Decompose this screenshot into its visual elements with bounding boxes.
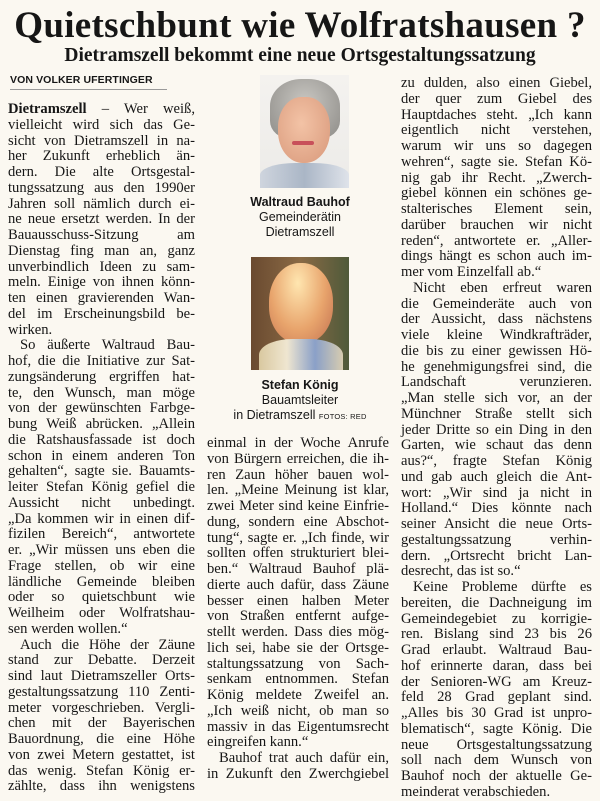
article-line xyxy=(401,659,592,675)
line-text: ländliche Gemeinde bleiben xyxy=(8,573,195,590)
article-line xyxy=(8,401,195,417)
article-line xyxy=(8,433,195,449)
article-line xyxy=(401,738,592,754)
article-line xyxy=(401,360,592,376)
article-line xyxy=(207,735,389,751)
line-text: wehren“, sagte sie. Stefan Kö- xyxy=(401,153,592,170)
article-line xyxy=(207,483,389,499)
line-text: er. „Wir müssen uns eben die xyxy=(8,542,195,558)
article-line xyxy=(401,501,592,517)
article-line xyxy=(207,468,389,484)
article-line xyxy=(8,370,195,386)
article-line xyxy=(8,354,195,370)
line-text: der quer zum Giebel des xyxy=(401,90,592,107)
dateline: Dietramszell xyxy=(8,101,87,117)
article-line xyxy=(401,186,592,202)
article-line xyxy=(401,722,592,738)
line-text: von Straßen entfernt aufge- xyxy=(207,608,389,625)
line-text: „Da kommen wir in einen dif- xyxy=(8,510,195,527)
line-text: dern. Die alte Ortsgestal- xyxy=(8,164,195,180)
article-line xyxy=(207,751,389,767)
line-text: aus?“, fragte Stefan König xyxy=(401,453,592,469)
article-line xyxy=(8,102,195,118)
article-line xyxy=(401,139,592,155)
line-text: tungssatzung aus den 1990er xyxy=(8,179,195,196)
article-line xyxy=(8,275,195,291)
article-line xyxy=(8,449,195,465)
line-text: wirken. xyxy=(8,321,53,338)
line-text: „Ich weiß nicht, ob man so xyxy=(207,702,389,719)
article-line xyxy=(401,297,592,313)
article-line xyxy=(401,517,592,533)
line-text: ren Zaun höher bauen wol- xyxy=(207,466,389,483)
line-text: sicht von Dietramszell in na- xyxy=(8,132,195,149)
line-text: bereiten, die Dachneigung im xyxy=(401,594,592,611)
line-text: blematisch“, sagte König. Die xyxy=(401,720,592,737)
article-line xyxy=(401,690,592,706)
subheadline: Dietramszell bekommt eine neue Ortsgestaltungssatzung xyxy=(64,45,536,66)
article-line xyxy=(401,202,592,218)
line-text: der Senioren-WG am Kreuz- xyxy=(401,673,592,690)
line-text: stalterisches Element sein, xyxy=(401,201,592,217)
article-line xyxy=(401,312,592,328)
line-text: ren. Bislang sind 23 bis 26 xyxy=(401,626,592,643)
article-line xyxy=(401,375,592,391)
line-text: darüber brauchen wir nicht xyxy=(401,216,592,233)
article-line xyxy=(401,155,592,171)
article-line xyxy=(207,531,389,547)
photo-waltraud-bauhof xyxy=(260,75,349,188)
line-text: Jahren soll nämlich durch ei- xyxy=(8,195,195,212)
article-line xyxy=(401,344,592,360)
article-line xyxy=(207,641,389,657)
caption-place: in Dietramszell xyxy=(233,408,316,422)
photo-stefan-koenig xyxy=(251,257,349,370)
article-line xyxy=(8,260,195,276)
article-line xyxy=(8,543,195,559)
line-text: viele kleine Windkrafträder, xyxy=(401,327,592,343)
caption-role: Bauamtsleiter xyxy=(261,393,339,407)
line-text: desrecht, das ist so.“ xyxy=(401,563,521,580)
article-line xyxy=(8,307,195,323)
line-text: Keine Probleme dürfte es xyxy=(413,579,592,595)
article-line xyxy=(207,672,389,688)
article-line xyxy=(8,165,195,181)
article-line xyxy=(8,228,195,244)
line-text: Frage stellen, ob wir eine xyxy=(8,557,195,574)
line-text: Bauhof trat auch dafür ein, xyxy=(219,750,389,766)
article-line xyxy=(8,732,195,748)
line-text: von Bürgern erreichen, die ih- xyxy=(207,450,389,467)
line-text: Dienstag fing man an, ganz xyxy=(8,242,195,259)
line-text: Grad erlaubt. Waltraud Bau- xyxy=(401,642,592,658)
article-line xyxy=(207,625,389,641)
article-line xyxy=(401,76,592,92)
line-text: eigentlich nicht verstehen, xyxy=(401,122,592,139)
line-text: nig gab ihr Recht. „Zwerch- xyxy=(401,169,592,186)
line-text: der Aussicht, dass nächstens xyxy=(401,311,592,328)
line-text: stellt werden. Dass dies mög- xyxy=(207,624,389,640)
line-text: „Alles bis 30 Grad ist unpro- xyxy=(401,705,592,721)
article-line xyxy=(8,480,195,496)
article-line xyxy=(401,706,592,722)
line-text: wort: „Wir sind ja nicht in xyxy=(401,484,592,501)
byline-divider xyxy=(10,89,167,90)
article-line xyxy=(401,234,592,250)
line-text: dern. „Ortsrecht bricht Lan- xyxy=(401,547,592,564)
article-column-2 xyxy=(207,436,389,783)
line-text: unverbindlich Ideen zu sam- xyxy=(8,258,195,275)
article-line xyxy=(8,527,195,543)
line-text: leiter Stefan König gefiel die xyxy=(8,479,195,495)
line-text: zu dulden, also einen Giebel, xyxy=(401,75,592,91)
line-text: del im Erscheinungsbild be- xyxy=(8,305,195,322)
line-text: sind laut Dietramszeller Orts- xyxy=(8,668,195,684)
article-line xyxy=(8,575,195,591)
line-text: dierte auch dafür, dass Zäune xyxy=(207,576,389,593)
article-line xyxy=(207,688,389,704)
article-line xyxy=(401,470,592,486)
line-text: giebel können ein schönes ge- xyxy=(401,185,592,202)
photo-credit: FOTOS: RED xyxy=(318,412,367,421)
article-line xyxy=(8,197,195,213)
article-line xyxy=(401,643,592,659)
article-line xyxy=(401,454,592,470)
line-text: von zwei Metern gestattet, ist xyxy=(8,746,195,763)
article-line xyxy=(207,578,389,594)
line-text: warum wir uns so dagegen xyxy=(401,138,592,154)
article-line xyxy=(401,675,592,691)
article-line xyxy=(207,767,389,783)
line-text: von der gewünschten Farbge- xyxy=(8,400,195,417)
article-line xyxy=(8,244,195,260)
line-text: Auch die Höhe der Zäune xyxy=(20,636,195,653)
headline: Quietschbunt wie Wolfratshausen ? xyxy=(14,5,586,46)
caption-name: Waltraud Bauhof xyxy=(250,195,350,209)
line-text: dung, sondern eine Abschot- xyxy=(207,513,389,530)
line-text: massiv in das Eigentumsrecht xyxy=(207,718,389,735)
line-text: gestaltungssatzung 110 Zenti- xyxy=(8,683,195,700)
article-line xyxy=(401,171,592,187)
line-text: lich sei, habe sie der Ortsge- xyxy=(207,639,389,656)
line-text: meinderat verabschieden. xyxy=(401,783,551,800)
article-line xyxy=(401,391,592,407)
article-line xyxy=(401,533,592,549)
line-text: fizilen Bereich“, antwortete xyxy=(8,526,195,543)
line-text: bung Weiß abrücken. „Allein xyxy=(8,416,195,432)
line-text: Gemeindegebiet zu korrigie- xyxy=(401,610,592,627)
line-text: Bauhof noch der aktuelle Ge- xyxy=(401,768,592,784)
line-text: zählte, dass ihn wenigstens xyxy=(8,778,195,795)
line-text: Weilheim oder Wolfratshau- xyxy=(8,605,195,621)
line-text: Holland.“ Dies könnte nach xyxy=(401,500,592,517)
article-column-1 xyxy=(8,102,195,795)
article-line xyxy=(8,559,195,575)
article-line xyxy=(207,546,389,562)
line-text: meter vorgeschrieben. Vergli- xyxy=(8,699,195,716)
article-line xyxy=(8,590,195,606)
caption-name: Stefan König xyxy=(261,378,339,392)
line-text: schon in einem anderen Ton xyxy=(8,447,195,464)
article-line xyxy=(207,704,389,720)
line-text: sen werden wollen.“ xyxy=(8,620,128,637)
article-line xyxy=(401,486,592,502)
line-text: Münchner Straße stellt sich xyxy=(401,405,592,422)
caption-place: Dietramszell xyxy=(265,225,335,239)
article-line xyxy=(8,653,195,669)
line-text: das wenig. Stefan König er- xyxy=(8,762,195,779)
article-line xyxy=(401,108,592,124)
line-text: vielleicht wird sich das Ge- xyxy=(8,116,195,133)
line-text: „Man stelle sich vor, an der xyxy=(401,390,592,406)
caption-role: Gemeinderätin xyxy=(259,210,341,224)
line-text: hof erinnerte daran, dass bei xyxy=(401,657,592,674)
article-line xyxy=(207,609,389,625)
article-line xyxy=(401,265,592,281)
article-line xyxy=(401,249,592,265)
line-text: Aussicht nicht unbedingt. xyxy=(8,494,195,511)
article-line xyxy=(401,92,592,108)
article-line xyxy=(401,328,592,344)
article-line xyxy=(8,212,195,228)
line-text: Landschaft verunzieren. xyxy=(401,374,592,391)
line-text: len. „Meine Meinung ist klar, xyxy=(207,482,389,499)
article-line xyxy=(8,685,195,701)
line-text: ben.“ Waltraud Bauhof plä- xyxy=(207,561,389,577)
article-line xyxy=(8,606,195,622)
line-text: dings hängt es schon auch im- xyxy=(401,248,592,265)
article-line xyxy=(401,564,592,580)
article-line xyxy=(401,549,592,565)
article-line xyxy=(8,779,195,795)
article-line xyxy=(207,720,389,736)
article-line xyxy=(401,769,592,785)
article-line xyxy=(207,452,389,468)
line-text: gestaltungssatzung verhin- xyxy=(401,531,592,548)
line-text: und gab auch gleich die Ant- xyxy=(401,468,592,485)
article-line xyxy=(8,118,195,134)
line-text: sollten offen strukturiert blei- xyxy=(207,545,389,562)
article-line xyxy=(8,149,195,165)
line-text: einmal in der Woche Anrufe xyxy=(207,435,389,451)
photo-caption-koenig xyxy=(220,378,380,424)
line-text: Nicht eben erfreut waren xyxy=(413,279,592,296)
line-text: zungsänderung ergriffen hat- xyxy=(8,368,195,385)
line-text: die Ratshausfassade ist doch xyxy=(8,431,195,448)
article-line xyxy=(401,423,592,439)
article-line xyxy=(8,512,195,528)
article-line xyxy=(401,407,592,423)
byline: VON VOLKER UFERTINGER xyxy=(10,74,153,86)
article-line xyxy=(207,436,389,452)
article-line xyxy=(8,748,195,764)
line-text: zwei Meter sind keine Einfrie- xyxy=(207,498,389,514)
line-text: he genehmigungsfrei sind, die xyxy=(401,358,592,375)
line-text: chen mit der Bayerischen xyxy=(8,715,195,732)
line-text: ten einen gravierenden Wan- xyxy=(8,290,195,306)
article-line xyxy=(8,323,195,339)
article-line xyxy=(8,669,195,685)
article-line xyxy=(8,638,195,654)
line-text: Bauordnung, die eine Höhe xyxy=(8,731,195,747)
line-text: Bauausschuss-Sitzung am xyxy=(8,227,195,243)
article-line xyxy=(401,785,592,801)
article-line xyxy=(401,627,592,643)
article-line xyxy=(207,657,389,673)
article-column-3 xyxy=(401,76,592,801)
line-text: mer vom Einzelfall ab.“ xyxy=(401,264,542,280)
line-text: stand zur Debatte. Derzeit xyxy=(8,652,195,669)
article-line xyxy=(207,562,389,578)
line-text: eingreifen kann.“ xyxy=(207,734,309,751)
line-text: te, den Wunsch, man möge xyxy=(8,384,195,401)
line-text: ne neue ersetzt werden. In der xyxy=(8,211,195,228)
article-line xyxy=(8,622,195,638)
article-line xyxy=(8,764,195,780)
article-line xyxy=(8,386,195,402)
line-text: meln. Einige von ihnen könn- xyxy=(8,274,195,291)
line-text: besser einen halben Meter xyxy=(207,592,389,609)
article-line xyxy=(8,716,195,732)
line-text: – Wer weiß, xyxy=(86,101,195,117)
article-line xyxy=(401,281,592,297)
line-text: neue Ortsgestaltungssatzung xyxy=(401,736,592,753)
line-text: So äußerte Waltraud Bau- xyxy=(20,337,195,354)
article-line xyxy=(207,594,389,610)
article-line xyxy=(8,701,195,717)
line-text: soll nach dem Wunsch von xyxy=(401,752,592,769)
line-text: hof, die die Initiative zur Sat- xyxy=(8,353,195,369)
article-line xyxy=(401,123,592,139)
line-text: gehalten“, sagte sie. Bauamts- xyxy=(8,463,195,480)
line-text: seiner Ansicht die neue Orts- xyxy=(401,516,592,532)
line-text: die Gemeinderäte auch von xyxy=(401,295,592,312)
article-line xyxy=(8,134,195,150)
article-line xyxy=(8,464,195,480)
article-line xyxy=(401,218,592,234)
photo-caption-bauhof xyxy=(225,195,375,240)
article-line xyxy=(8,291,195,307)
line-text: senkam entnommen. Stefan xyxy=(207,671,389,688)
line-text: Hauptdaches steht. „Ich kann xyxy=(401,106,592,123)
article-line xyxy=(401,596,592,612)
line-text: oder so quietschbunt wie xyxy=(8,589,195,606)
line-text: her Zukunft erheblich än- xyxy=(8,148,195,165)
article-line xyxy=(401,612,592,628)
line-text: feld 28 Grad geplant sind. xyxy=(401,689,592,706)
article-line xyxy=(8,338,195,354)
line-text: reden“, antwortete er. „Aller- xyxy=(401,232,592,249)
line-text: Garten, wie schaut das denn xyxy=(401,437,592,454)
article-line xyxy=(401,438,592,454)
article-line xyxy=(207,499,389,515)
line-text: die bis zu einer gewissen Hö- xyxy=(401,342,592,359)
line-text: tung“, sagte er. „Ich finde, wir xyxy=(207,529,389,546)
article-line xyxy=(8,417,195,433)
article-line xyxy=(8,496,195,512)
article-line xyxy=(401,580,592,596)
article-line xyxy=(207,515,389,531)
article-line xyxy=(401,753,592,769)
line-text: staltungssatzung von Sach- xyxy=(207,655,389,672)
article-line xyxy=(8,181,195,197)
line-text: jeder Dritte so ein Ding in den xyxy=(401,421,592,438)
line-text: in Zukunft den Zwerchgiebel xyxy=(207,765,389,782)
line-text: König meldete Zweifel an. xyxy=(207,687,389,703)
